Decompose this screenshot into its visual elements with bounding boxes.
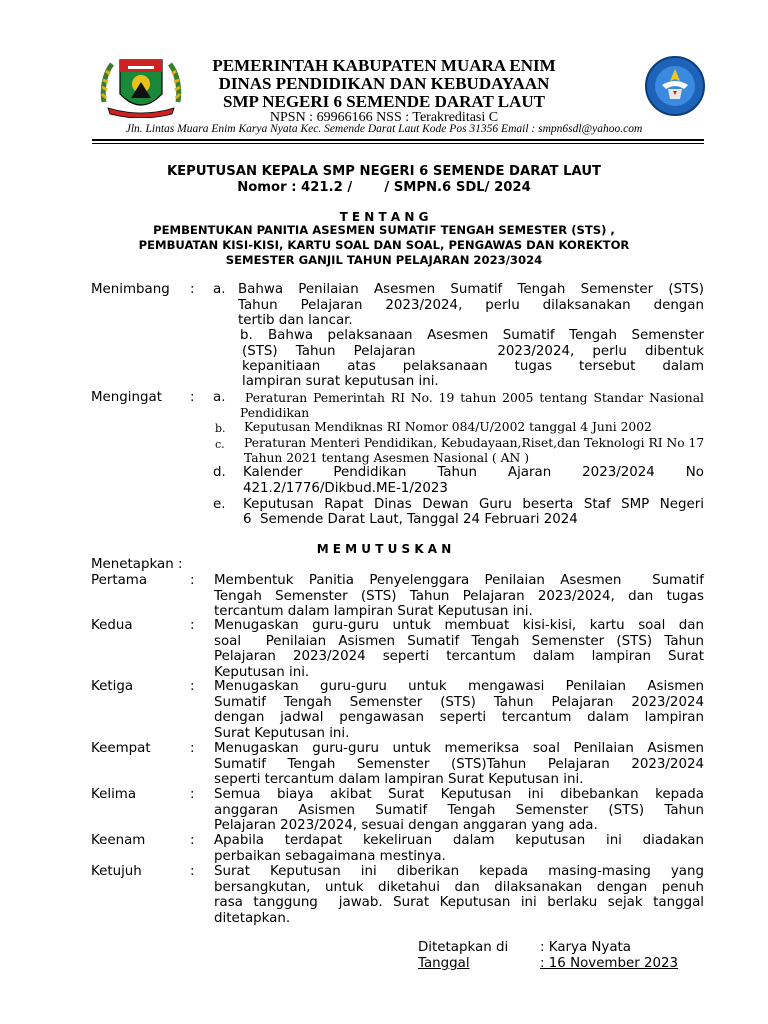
- item-line: Keputusan ini.: [214, 664, 310, 680]
- item-line: Membentuk Panitia Penyelenggara Penilaian Asesmen Sumatif: [214, 573, 704, 588]
- menimbang-b-line: kepanitiaan atas pelaksanaan tugas tersebut dalam: [242, 359, 704, 374]
- item-label: Ketujuh: [91, 864, 142, 879]
- menimbang-colon: :: [190, 282, 195, 297]
- decree-number: Nomor : 421.2 / / SMPN.6 SDL/ 2024: [237, 180, 531, 195]
- mengingat-d-line: Kalender Pendidikan Tahun Ajaran 2023/2024 No: [243, 465, 704, 480]
- item-line: Pelajaran 2023/2024 seperti tercantum dalam lampiran Surat: [214, 649, 704, 664]
- memutuskan-heading: M E M U T U S K A N: [316, 542, 452, 556]
- mengingat-c-marker: c.: [215, 438, 225, 451]
- subject-line-1: PEMBENTUKAN PANITIA ASESMEN SUMATIF TENGAH SEMESTER (STS) ,: [153, 223, 615, 237]
- signature-date-label: Tanggal: [418, 956, 470, 971]
- item-colon: :: [190, 573, 195, 588]
- item-colon: :: [190, 679, 195, 694]
- item-line: rasa tanggung jawab. Surat Keputusan ini berlaku sejak tanggal: [214, 895, 704, 910]
- subject-line-3: SEMESTER GANJIL TAHUN PELAJARAN 2023/3024: [225, 253, 543, 267]
- header-line-3: SMP NEGERI 6 SEMENDE DARAT LAUT: [223, 92, 545, 111]
- mengingat-e-line: Keputusan Rapat Dinas Dewan Guru beserta Staf SMP Negeri: [243, 497, 704, 512]
- mengingat-e-line: 6 Semende Darat Laut, Tanggal 24 Februari 2024: [243, 512, 578, 527]
- item-line: bersangkutan, untuk diketahui dan dilaksanakan dengan penuh: [214, 879, 704, 895]
- signature-place-label: Ditetapkan di: [418, 940, 509, 955]
- item-line: Semua biaya akibat Surat Keputusan ini dibebankan kepada: [214, 787, 704, 802]
- mengingat-a-line: Pendidikan: [240, 406, 310, 420]
- item-line: Menugaskan guru-guru untuk mengawasi Penilaian Asismen: [214, 679, 704, 694]
- decree-title: KEPUTUSAN KEPALA SMP NEGERI 6 SEMENDE DARAT LAUT: [166, 164, 602, 179]
- item-line: seperti tercantum dalam lampiran Surat Keputusan ini.: [214, 772, 584, 787]
- item-label: Kelima: [91, 787, 137, 802]
- menimbang-a-marker: a.: [213, 282, 226, 297]
- header-line-2: DINAS PENDIDIKAN DAN KEBUDAYAAN: [218, 74, 550, 93]
- item-line: soal Penilaian Asismen Sumatif Tengah Semenster (STS) Tahun: [214, 633, 704, 649]
- item-line: Apabila terdapat kekeliruan dalam keputusan ini diadakan: [214, 833, 704, 848]
- item-line: Surat Keputusan ini.: [214, 725, 350, 741]
- tentang-heading: T E N T A N G: [339, 210, 429, 224]
- menimbang-a-line: Tahun Pelajaran 2023/2024, perlu dilaksanakan dengan: [238, 298, 704, 313]
- mengingat-d-line: 421.2/1776/Dikbud.ME-1/2023: [243, 481, 448, 496]
- item-label: Keempat: [91, 741, 151, 756]
- menetapkan-label: Menetapkan :: [91, 557, 183, 572]
- mengingat-e-marker: e.: [213, 497, 226, 512]
- item-line: perbaikan sebagaimana mestinya.: [214, 848, 446, 864]
- header-line-1: PEMERINTAH KABUPATEN MUARA ENIM: [212, 56, 556, 75]
- item-line: ditetapkan.: [214, 910, 291, 926]
- item-line: anggaran Asismen Sumatif Tengah Semenster (STS) Tahun: [214, 802, 704, 818]
- item-line: Sumatif Tengah Semenster (STS)Tahun Pelajaran 2023/2024: [214, 756, 704, 772]
- menimbang-b-line: (STS) Tahun Pelajaran 2023/2024, perlu dibentuk: [242, 344, 704, 359]
- item-label: Keenam: [91, 833, 146, 848]
- mengingat-b-marker: b.: [215, 422, 226, 435]
- item-line: Menugaskan guru-guru untuk memeriksa soal Penilaian Asismen: [214, 741, 704, 756]
- menimbang-b-marker: b.: [240, 328, 253, 343]
- item-line: dengan jadwal pengawasan seperti tercantum dalam lampiran: [214, 710, 704, 725]
- menimbang-a-line: Bahwa Penilaian Asesmen Sumatif Tengah Semenster (STS): [238, 282, 704, 297]
- menimbang-b-line: Bahwa pelaksanaan Asesmen Sumatif Tengah Semenster: [268, 328, 704, 343]
- item-colon: :: [190, 741, 195, 756]
- subject-line-2: PEMBUATAN KISI-KISI, KARTU SOAL DAN SOAL, PENGAWAS DAN KOREKTOR: [138, 238, 630, 252]
- menimbang-label: Menimbang: [91, 282, 170, 297]
- item-label: Pertama: [91, 573, 148, 588]
- header-npsn: NPSN : 69966166 NSS : Terakreditasi C: [269, 110, 499, 125]
- item-label: Ketiga: [91, 679, 134, 694]
- item-colon: :: [190, 787, 195, 802]
- header-rule-thick: [92, 139, 704, 141]
- item-colon: :: [190, 618, 195, 633]
- item-line: tercantum dalam lampiran Surat Keputusan ini.: [214, 604, 533, 619]
- item-line: Pelajaran 2023/2024, sesuai dengan anggaran yang ada.: [214, 818, 598, 833]
- mengingat-colon: :: [190, 390, 195, 405]
- menimbang-a-line: tertib dan lancar.: [238, 313, 353, 328]
- mengingat-a-marker: a.: [213, 390, 226, 405]
- mengingat-d-marker: d.: [213, 465, 226, 480]
- item-label: Kedua: [91, 618, 133, 633]
- header-rule-thin: [92, 143, 704, 144]
- item-colon: :: [190, 864, 195, 879]
- signature-date-value: : 16 November 2023: [540, 956, 679, 971]
- item-colon: :: [190, 833, 195, 848]
- item-line: Menugaskan guru-guru untuk membuat kisi-kisi, kartu soal dan: [214, 618, 704, 633]
- mengingat-b-line: Keputusan Mendiknas RI Nomor 084/U/2002 tanggal 4 Juni 2002: [244, 420, 652, 434]
- mengingat-c-line: Tahun 2021 tentang Asesmen Nasional ( AN ): [244, 451, 529, 465]
- header-address: Jln. Lintas Muara Enim Karya Nyata Kec. Semende Darat Laut Kode Pos 31356 Email : smpn6sdl@yahoo.com: [125, 123, 643, 135]
- item-line: Tengah Semenster (STS) Tahun Pelajaran 2023/2024, dan tugas: [214, 588, 704, 604]
- mengingat-c-line: Peraturan Menteri Pendidikan, Kebudayaan,Riset,dan Teknologi RI No 17: [244, 436, 705, 450]
- mengingat-label: Mengingat: [91, 390, 162, 405]
- menimbang-b-line: lampiran surat keputusan ini.: [242, 374, 439, 389]
- signature-place-value: : Karya Nyata: [540, 940, 632, 955]
- mengingat-a-line: Peraturan Pemerintah RI No. 19 tahun 2005 tentang Standar Nasional: [245, 391, 704, 405]
- item-line: Surat Keputusan ini diberikan kepada masing-masing yang: [214, 864, 704, 879]
- item-line: Sumatif Tengah Semenster (STS) Tahun Pelajaran 2023/2024: [214, 694, 704, 710]
